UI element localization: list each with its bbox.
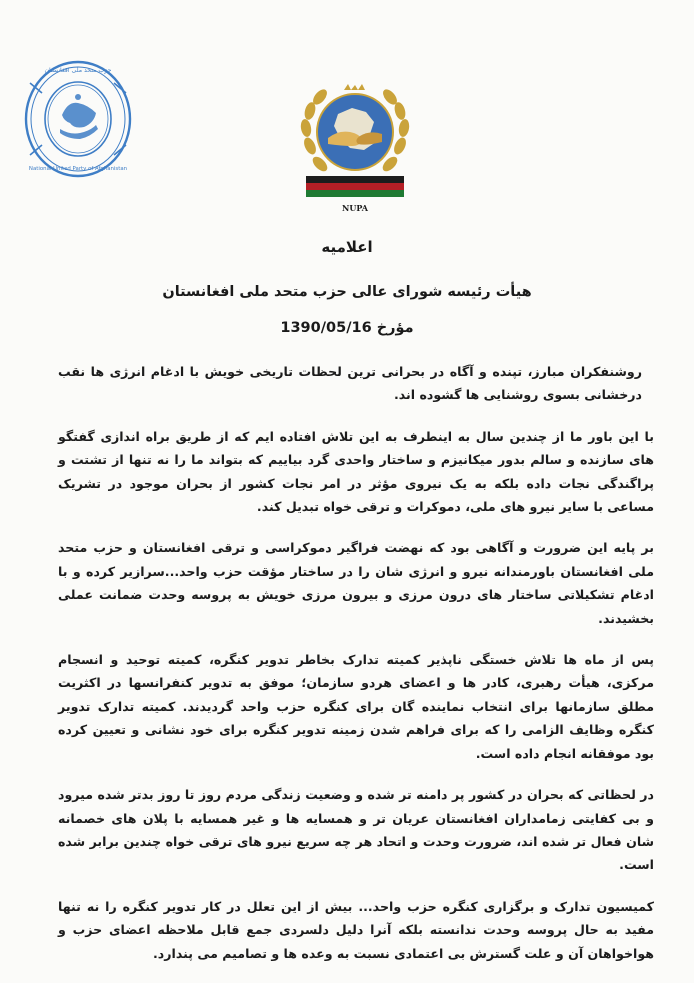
party-seal-stamp <box>22 57 134 181</box>
paragraph-6: کمیسیون تدارک و برگزاری کنگره حزب واحد... بیش از این تعلل در کار تدویر کنگره را نه تنها مفید به حال پروسه وحدت ندانسته بلکه آنرا دلیل دلسردی جمع قابل ملاحظه اعضای حزب و هواخواهان آن و علت گسترش بی اعتمادی نسبت به وعده ها و تصامیم می پندارد. <box>58 898 654 961</box>
paragraph-4: پس از ماه ها تلاش خستگی ناپذیر کمیته تدارک بخاطر تدویر کنگره، کمیته توحید و انسجام مرکزی، هیأت رهبری، کادر ها و اعضای هردو سازمان؛ موفق به تدویر کنفرانسها در اکثریت مطلق سازمانها برای انتخاب نماینده گان برای کنگره حزب واحد گردیدند. کمیته تدارک تدویر کنگره وظایف الزامی را که برای فراهم شدن زمینه تدویر کنگره برای خود نشانی و تعیین کرده بود موفقانه انجام داده است. <box>58 652 654 761</box>
paragraph-3: بر پایه این ضرورت و آگاهی بود که نهضت فراگیر دموکراسی و ترقی افغانستان و حزب متحد ملی افغانستان باورمندانه نیرو و انرژی شان را در ساختار مؤقت حزب واحد...سرازیر کرده و با ادغام تشکیلاتی ساختار های درون مرزی و بیرون مرزی خویش به پروسه وحدت ضمانت عملی بخشیدند. <box>58 540 654 626</box>
seal-ring-text: حزب متحد ملی افغانستان <box>44 67 112 74</box>
emblem-caption: NUPA <box>342 203 368 213</box>
paragraph-1: روشنفکران مبارز، تپنده و آگاه در بحرانی ترین لحظات تاریخی خویش با ادغام انرژی ها نقب درخشانی بسوی روشنایی ها گشوده اند. <box>58 364 642 403</box>
paragraph-5: در لحظاتی که بحران در کشور پر دامنه تر شده و وضعیت زندگی مردم روز تا روز بدتر شده میرود و بی کفایتی زمامداران افغانستان عریان تر و همسایه ها و غیر همسایه با پلان های خصمانه شان فعال تر شده اند، ضرورت وحدت و اتحاد هر چه سریع نیرو های ترقی خواه چندین برابر شده است. <box>58 787 654 873</box>
announcement-date: مؤرخ 1390/05/16 <box>280 320 414 336</box>
seal-ring-text-en: National United Party of Afghanistan <box>28 166 128 172</box>
announcement-title: اعلامیه <box>321 238 373 256</box>
announcement-subtitle: هیأت رئیسه شورای عالی حزب متحد ملی افغانستان <box>162 284 532 300</box>
paragraph-2: با این باور ما از چندین سال به اینطرف به این تلاش افتاده ایم که از طریق براه اندازی گفتگو های سازنده و سالم بدور میکانیزم و ساختار واحدی گرد بیاییم که بتواند ما را نه تنها از تشتت و پراگندگی نجات داده بلکه به یک نیروی مؤثر در امر نجات کشور از بحران موجود در تشریک مساعی با سایر نیرو های ملی، دموکرات و ترقی خواه تبدیل کند. <box>58 428 654 515</box>
announcement-body <box>58 360 654 983</box>
party-emblem-logo <box>296 84 414 216</box>
